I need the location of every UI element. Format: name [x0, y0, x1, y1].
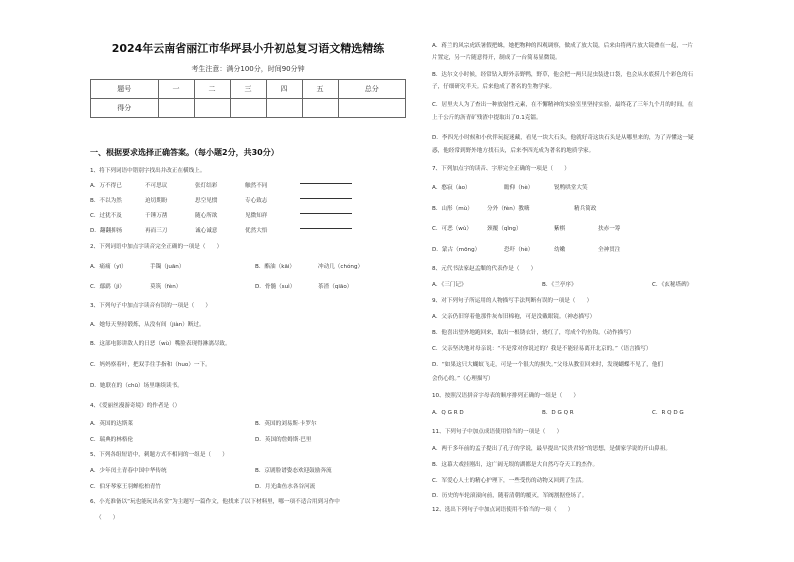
score-blank-cell [266, 99, 302, 118]
option-d-line-2: 惑，他经常到野外地方找石头，后来李四光成为著名的地质学家。 [432, 148, 595, 154]
option-word: 再而三刀 [145, 228, 168, 234]
score-blank-cell [302, 99, 338, 118]
option-c: C．军爱心人士的精心护理下，一些受伤的动物又回到了生活。 [432, 478, 587, 484]
option-a: A．憨寂（ào） [432, 185, 471, 191]
score-blank-cell [194, 99, 230, 118]
option-word: 优然大悟 [245, 228, 268, 234]
score-table [90, 79, 406, 118]
question-4-row-1 [90, 421, 406, 429]
option-word: 锐鸭哄堂大笑 [554, 185, 588, 191]
question-1-stem: 1、将下列词语中错别字找出并改正在横线上。 [90, 168, 206, 174]
score-blank-cell [338, 99, 406, 118]
option-b-line-2: 子，仔细研究半天。后来他成了著名的生物学家。 [432, 84, 556, 90]
question-3-stem: 3、下列句子中加点字读音有误的一项是（ ） [90, 303, 212, 309]
score-cell: 一 [158, 80, 194, 99]
question-7-row-c [432, 226, 778, 234]
option-a: A．两千多年前的孟子提出了孔子的学说，最早提出“民贵君轻”的思想，是儒家学说的开山鼻祖。 [432, 446, 671, 452]
option-b: B．山彤（mù） [432, 206, 473, 212]
option-word: 幼嫩 [554, 247, 566, 253]
option-b: B．英国的刘易斯·卡罗尔 [255, 421, 317, 427]
option-word: 张灯结彩 [195, 183, 218, 189]
option-word: 专心致志 [245, 198, 268, 204]
option-c: C．父亲坚决地对母亲说：“不是常对你说过的？我是不能轻易离开北京的。”（语言描写） [432, 346, 652, 352]
score-cell: 五 [302, 80, 338, 99]
option-a-line-1: A．蒋兰的风宗虎跃暑假把蛛，她把物种的四观调察，做成了放大镜，后来由将两片放大镜叠在一起，一片 [432, 43, 694, 49]
option-word: 精兵简政 [574, 206, 597, 212]
option-word: 紫棋 [554, 226, 566, 232]
question-2-row-1 [90, 264, 406, 272]
question-8-options [432, 282, 778, 290]
question-6-stem: 6、小光准备以“玩也能玩出名堂”为主题写一篇作文，他找来了以下材料里，哪一项不适合用到习作中 [90, 499, 340, 505]
score-cell: 题号 [91, 80, 159, 99]
question-7-row-b [432, 206, 778, 214]
option-a-line-2: 片置定，另一片随意得开，制成了一台简易显微镜。 [432, 55, 561, 61]
option-word: 冲动几（chóng） [318, 264, 364, 270]
option-c-line-2: 上千公斤的沥青矿残渣中提取出了0.1克镭。 [432, 115, 542, 121]
option-d: D．历史的车轮滚滚向前，随着清朝的覆灭，军阀割据登场了。 [432, 493, 588, 499]
option-word: 茶渣（qiāo） [318, 284, 353, 290]
option-b: B．这部电影讲敌人的日恶（wù）嘴脸表现得淋漓尽致。 [90, 341, 231, 347]
option-c: C．R Q D G [652, 410, 684, 416]
option-word: A．万不得已 [90, 183, 122, 189]
question-5-stem: 5、下列各组短语中，刺题方式不相同的一组是（ ） [90, 452, 228, 458]
option-d-line-1: D．“如果这只大蝴蚁飞走，可是一个很大的损失。”父母从教室回来时，发现蝴蝶不见了，他们 [432, 362, 664, 368]
answer-blank[interactable] [300, 228, 352, 229]
option-c-line-1: C．居里夫人为了查出一种放射性元素，在不懈精神的实验室里坚持实验，最终花了三年九个月的时间，在 [432, 102, 694, 108]
option-a: A．《三门记》 [432, 282, 467, 288]
option-c: C．妈妈察着叶，把双手往手指和（huo）一下。 [90, 362, 211, 368]
option-b: B．D G Q R [542, 410, 574, 416]
option-b: B．他喜出望外地跑回来，取出一根锈衣针，烧红了，弯成个钓鱼钩。（动作描写） [432, 330, 635, 336]
score-cell: 总分 [338, 80, 406, 99]
option-word: C．过犹不及 [90, 213, 122, 219]
score-cell: 二 [194, 80, 230, 99]
option-word: 迫切期盼 [145, 198, 168, 204]
option-c: C．可恶（wù） [432, 226, 472, 232]
option-a: A．Q G R D [432, 410, 464, 416]
option-word: 千锤万凿 [145, 213, 168, 219]
question-10-stem: 10、按照汉语拼音字母表的顺序排列正确的一组是（ ） [432, 393, 579, 399]
option-a: A．她每天坚持锻炼，从没有间（jiàn）断过。 [90, 322, 205, 328]
left-column [90, 0, 406, 562]
right-column [432, 0, 778, 562]
answer-blank[interactable] [300, 183, 352, 184]
question-7-row-a [432, 185, 778, 193]
option-c: C．伯牙琴家王羽蝉松柏青竹 [90, 484, 162, 490]
option-a: A．英国的达斯莱 [90, 421, 133, 427]
question-2-row-2 [90, 284, 406, 292]
option-d: D．骨髓（suì） [255, 284, 296, 290]
exam-notice: 考生注意：满分100分，时间90分钟 [191, 65, 305, 73]
question-12-stem: 12、选出下列句子中加点词语使用不恰当的一项（ ） [432, 507, 574, 513]
option-d: D．英国的詹姆斯·巴里 [255, 437, 312, 443]
option-word: 分外（fèn）教嗨 [487, 206, 530, 212]
option-word: 随心所欲 [195, 213, 218, 219]
option-word: 瞻仰（hè） [504, 185, 534, 191]
score-cell: 三 [230, 80, 266, 99]
answer-bracket: （ ） [96, 515, 119, 521]
question-4-row-2 [90, 437, 406, 445]
question-1-row-b [90, 198, 406, 206]
option-word: 不可思议 [145, 183, 168, 189]
question-2-stem: 2、下列词语中加点字读音完全正确的一项是（ ） [90, 244, 223, 250]
score-cell: 得分 [91, 99, 159, 118]
option-a: A．痛痛（yī） [90, 264, 127, 270]
option-word: 恐吓（hè） [504, 247, 534, 253]
option-b-line-1: B．达尔文小时候，经常钻入野外亲野鸭，野草，他会把一两只昆虫装进口袋，也会从水底捞几个彩色的石 [432, 72, 694, 78]
option-word: B．不以为然 [90, 198, 122, 204]
option-d: D．蒙古（mōng） [432, 247, 481, 253]
option-word: 触然不同 [245, 183, 268, 189]
question-5-row-2 [90, 484, 406, 492]
question-1-row-a [90, 183, 406, 191]
option-d-line-1: D．李四光小时候和小伙伴玩捉迷藏，看见一块大石头，他就好奇这块石头是从哪里来的，为了弄懂这一疑 [432, 135, 694, 141]
option-b: B．京剧脸谱姿态欢迎鼓励奔流 [255, 468, 332, 474]
option-word: 见微知祥 [245, 213, 268, 219]
answer-blank[interactable] [300, 213, 352, 214]
option-d: D．她联在的（chū）场里继续读书。 [90, 383, 183, 389]
score-blank-cell [230, 99, 266, 118]
option-word: D．翻翻抑扬 [90, 228, 123, 234]
option-word: 手镯（juān） [150, 264, 185, 270]
option-c: C．鄢鹞（jì） [90, 284, 125, 290]
question-7-row-d [432, 247, 778, 255]
option-b: B．《兰亭序》 [542, 282, 577, 288]
option-word: 思空见惯 [195, 198, 218, 204]
question-5-row-1 [90, 468, 406, 476]
question-1-row-d [90, 228, 406, 236]
question-11-stem: 11、下列句子中加点成语使用恰当的一项是（ ） [432, 429, 563, 435]
question-4-stem: 4、《爱丽丝漫游奇境》的作者是（） [90, 403, 181, 409]
option-a: A．少年闰土青春中国中华传统 [90, 468, 167, 474]
answer-blank[interactable] [300, 198, 352, 199]
score-table-score-row [91, 99, 406, 118]
question-10-options [432, 410, 778, 418]
page-title: 2024年云南省丽江市华坪县小升初总复习语文精选精练 [111, 42, 385, 55]
score-table-header-row [91, 80, 406, 99]
option-b: B．酯油（kāi） [255, 264, 296, 270]
option-b: B．这幕大戏挂刚出，这广阔无垠的湖都是大自然巧夺天工的杰作。 [432, 462, 599, 468]
option-a: A．父亲仍旧穿着他那件灰布旧棉袍，可是没戴眼镜。（神态描写） [432, 314, 596, 320]
option-word: 颈覆（qǐng） [487, 226, 522, 232]
score-blank-cell [158, 99, 194, 118]
question-1-row-c [90, 213, 406, 221]
question-9-stem: 9、对下列句子所运用的人物描写手法判断有误的一项是（ ） [432, 298, 593, 304]
option-word: 诚心诚意 [195, 228, 218, 234]
option-word: 全神贯注 [598, 247, 621, 253]
option-d-line-2: 会伤心的。”（心理描写） [432, 376, 494, 382]
option-c: C．《玄秘塔碑》 [652, 282, 693, 288]
question-8-stem: 8、元代书法家赵孟頫的代表作是（ ） [432, 266, 537, 272]
option-word: 扶赤一筹 [598, 226, 621, 232]
option-c: C．瑞典的林格伦 [90, 437, 134, 443]
option-d: D．月光曲鱼水各谷河流 [255, 484, 316, 490]
option-word: 莫筑（fèn） [150, 284, 182, 290]
score-cell: 四 [266, 80, 302, 99]
question-7-stem: 7、下列加点字的读音、字形完全正确的一项是（ ） [432, 166, 570, 172]
section-heading: 一、根据要求选择正确答案。（每小题2分，共30分） [90, 148, 279, 157]
